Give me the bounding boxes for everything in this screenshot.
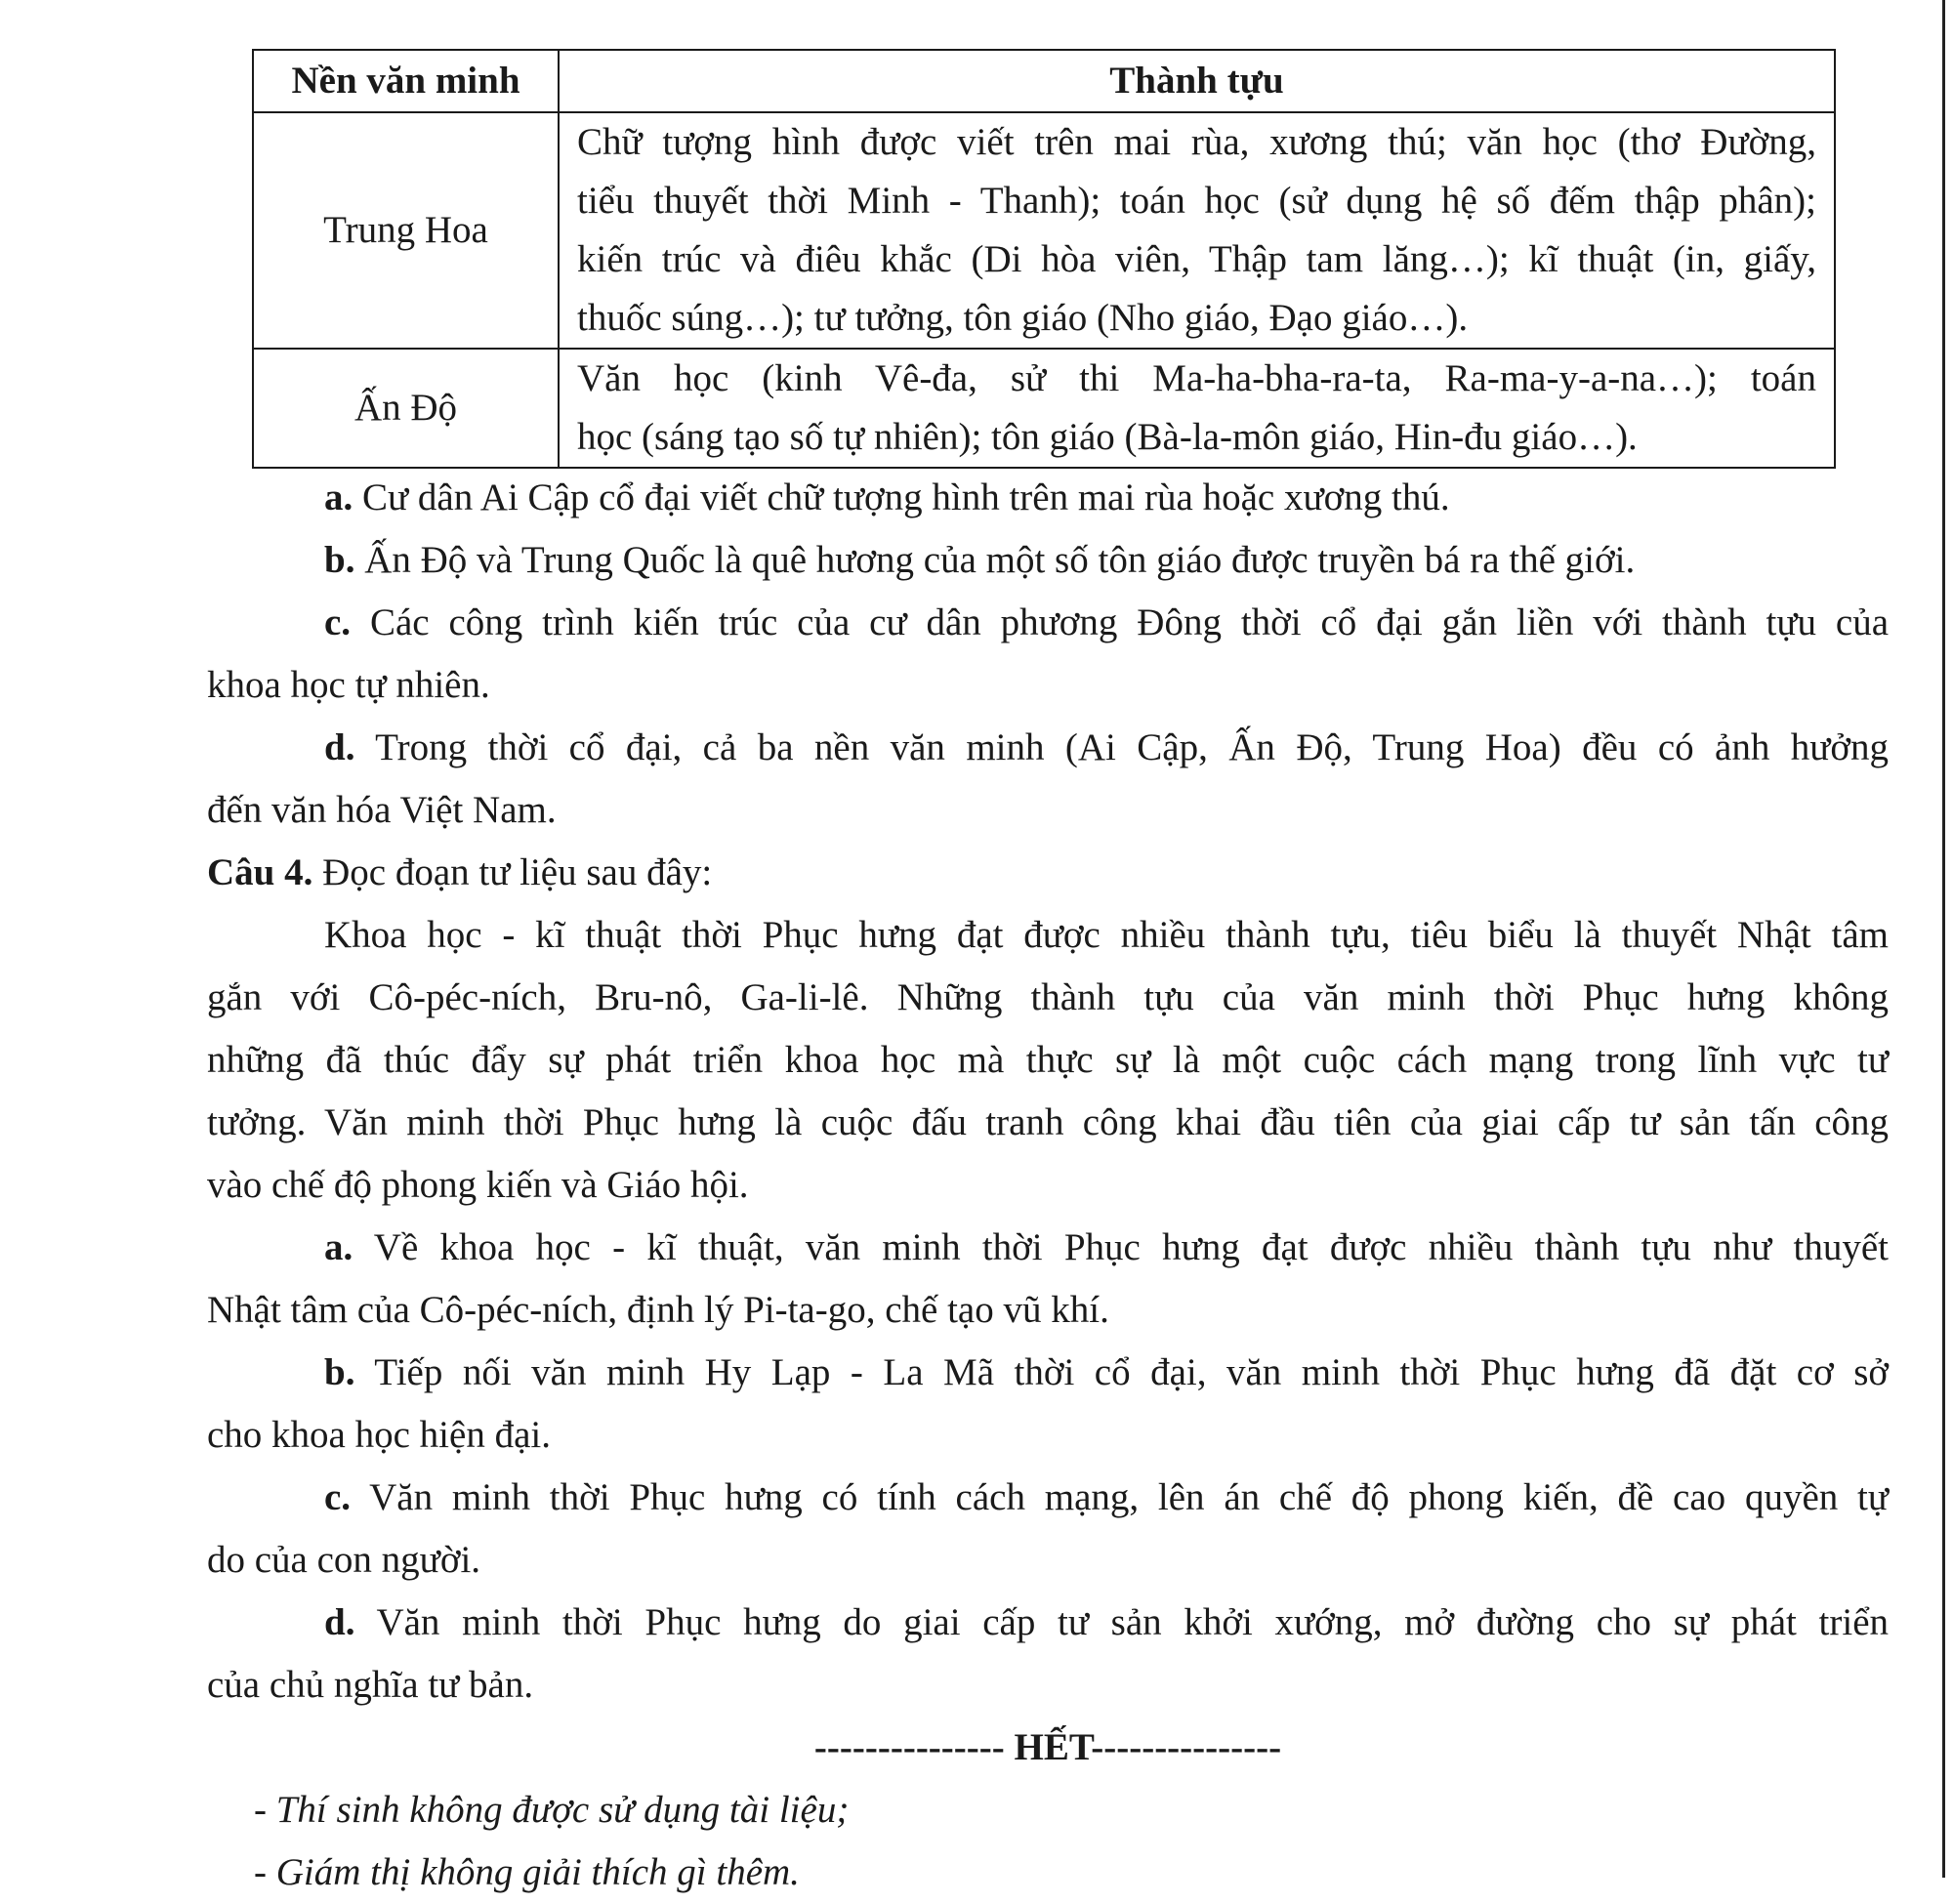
- end-mark: --------------- HẾT---------------: [813, 1726, 1282, 1768]
- statement-a-cont: Nhật tâm của Cô-péc-ních, định lý Pi-ta-go, chế tạo vũ khí.: [207, 1289, 1109, 1331]
- statement-d: d. Trong thời cổ đại, cả ba nền văn minh (Ai Cập, Ấn Độ, Trung Hoa) đều có ảnh hưởng: [324, 726, 1890, 768]
- statement-b: b. Tiếp nối văn minh Hy Lạp - La Mã thời cổ đại, văn minh thời Phục hưng đã đặt cơ sở: [324, 1351, 1890, 1393]
- passage-line: tưởng. Văn minh thời Phục hưng là cuộc đấu tranh công khai đầu tiên của giai cấp tư sản tấn công: [207, 1101, 1889, 1143]
- achievement-line: tiểu thuyết thời Minh - Thanh); toán học (sử dụng hệ số đếm thập phân);: [577, 180, 1816, 222]
- statement-d: d. Văn minh thời Phục hưng do giai cấp tư sản khởi xướng, mở đường cho sự phát triển: [324, 1601, 1890, 1643]
- achievements-cell: [559, 349, 1835, 468]
- header-achievements: Thành tựu: [559, 50, 1835, 112]
- table-row: [253, 112, 1835, 349]
- achievement-line: Văn học (kinh Vê-đa, sử thi Ma-ha-bha-ra-ta, Ra-ma-y-a-na…); toán: [577, 357, 1816, 399]
- statement-b-cont: cho khoa học hiện đại.: [207, 1414, 551, 1456]
- footer-note: - Giám thị không giải thích gì thêm.: [254, 1851, 800, 1893]
- statement-d-cont: của chủ nghĩa tư bản.: [207, 1664, 534, 1706]
- statement-b: b. Ấn Độ và Trung Quốc là quê hương của một số tôn giáo được truyền bá ra thế giới.: [324, 539, 1636, 581]
- passage-line: Khoa học - kĩ thuật thời Phục hưng đạt được nhiều thành tựu, tiêu biểu là thuyết Nhật tâm: [324, 914, 1889, 956]
- statement-c-cont: khoa học tự nhiên.: [207, 664, 490, 706]
- achievement-line: kiến trúc và điêu khắc (Di hòa viên, Thập tam lăng…); kĩ thuật (in, giấy,: [577, 238, 1816, 280]
- statement-a: a. Về khoa học - kĩ thuật, văn minh thời Phục hưng đạt được nhiều thành tựu như thuyết: [324, 1226, 1890, 1268]
- achievements-cell: [559, 112, 1835, 349]
- page-edge-line: [1942, 0, 1945, 1878]
- statement-a: a. Cư dân Ai Cập cổ đại viết chữ tượng hình trên mai rùa hoặc xương thú.: [324, 476, 1450, 518]
- civilization-name: Trung Hoa: [253, 112, 559, 349]
- statement-c-cont: do của con người.: [207, 1539, 481, 1581]
- table-header-row: [253, 50, 1835, 112]
- question-3-statements: [207, 467, 1889, 1904]
- passage-line: những đã thúc đẩy sự phát triển khoa học mà thực sự là một cuộc cách mạng trong lĩnh vực tư: [207, 1039, 1889, 1081]
- passage-line: vào chế độ phong kiến và Giáo hội.: [207, 1164, 749, 1206]
- civilization-name: Ấn Độ: [253, 349, 559, 468]
- passage-line: gắn với Cô-péc-ních, Bru-nô, Ga-li-lê. Những thành tựu của văn minh thời Phục hưng không: [207, 976, 1889, 1018]
- statement-d-cont: đến văn hóa Việt Nam.: [207, 789, 557, 831]
- header-civilization: Nền văn minh: [253, 50, 559, 112]
- achievement-line: thuốc súng…); tư tưởng, tôn giáo (Nho giáo, Đạo giáo…).: [577, 297, 1469, 339]
- question-4-title: Câu 4. Đọc đoạn tư liệu sau đây:: [207, 851, 713, 893]
- statement-c: c. Các công trình kiến trúc của cư dân phương Đông thời cổ đại gắn liền với thành tựu của: [324, 601, 1890, 643]
- statement-c: c. Văn minh thời Phục hưng có tính cách mạng, lên án chế độ phong kiến, đề cao quyền tự: [324, 1476, 1889, 1518]
- achievement-line: học (sáng tạo số tự nhiên); tôn giáo (Bà-la-môn giáo, Hin-đu giáo…).: [577, 416, 1638, 458]
- civilization-table: [252, 49, 1836, 469]
- achievement-line: Chữ tượng hình được viết trên mai rùa, xương thú; văn học (thơ Đường,: [577, 121, 1816, 163]
- table-row: [253, 349, 1835, 468]
- footer-note: - Thí sinh không được sử dụng tài liệu;: [254, 1789, 850, 1831]
